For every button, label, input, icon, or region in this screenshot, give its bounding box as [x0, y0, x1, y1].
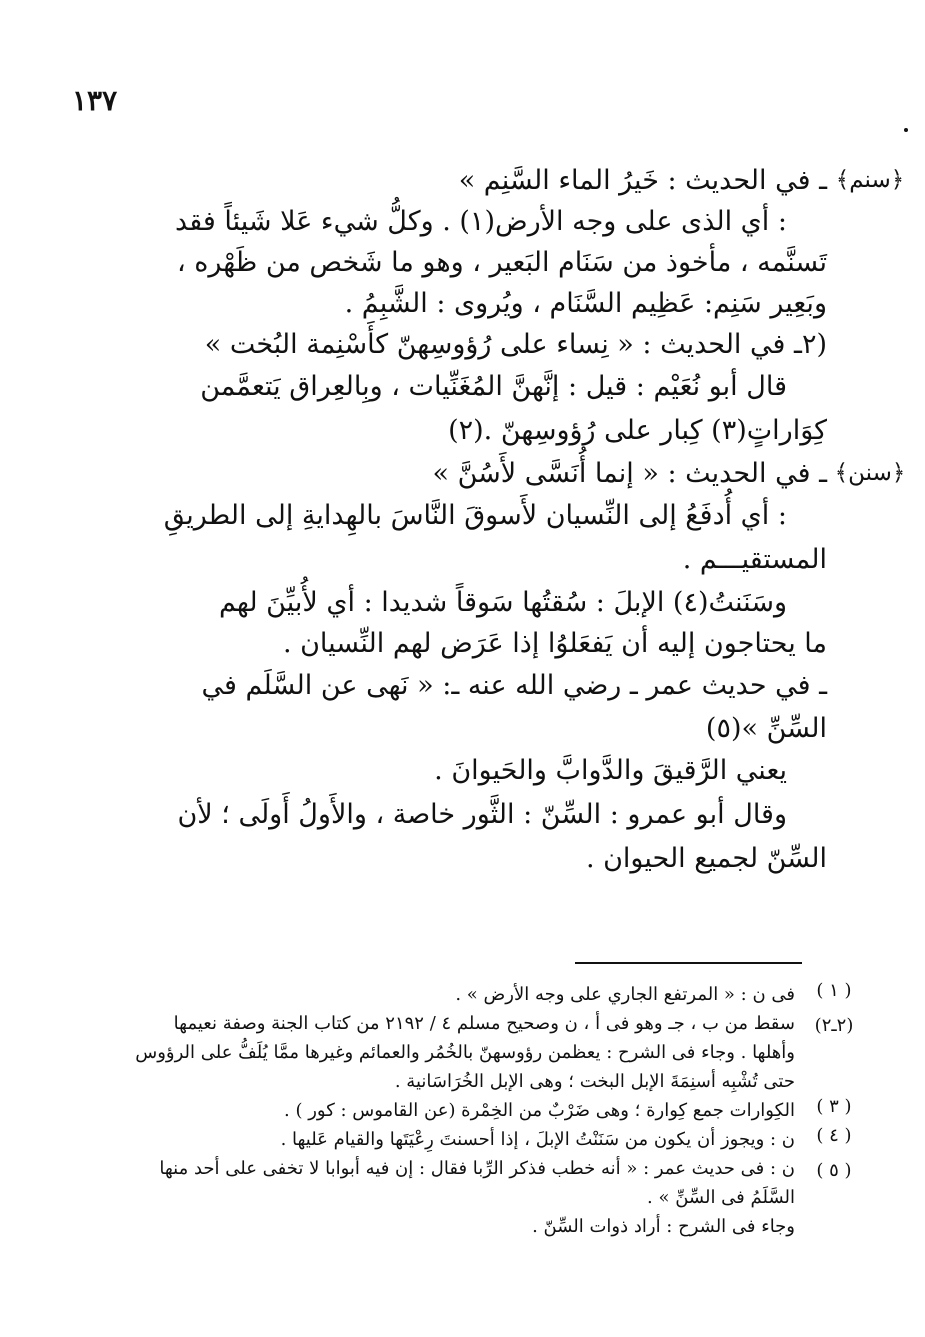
footnote-number: ( ٣ ) — [816, 1096, 852, 1117]
main-text — [66, 160, 906, 881]
entry-text: : أي الذى على وجه الأرض(١) . وكلُّ شيء عَلا شَيئاً فقد — [175, 206, 787, 237]
footnote — [52, 1154, 852, 1241]
entry-text: يعني الرَّقيقَ والدَّوابَّ والحَيوانَ . — [434, 755, 787, 786]
footnote-text: الكِوارات جمع كِوارة ؛ وهى ضَرْبٌ من الخِمْرة (عن القاموس : كور ) . — [284, 1100, 795, 1121]
entry-line — [66, 160, 905, 201]
footnote-text: حتى تُشْبِه أسنِمَةَ الإبل البخت ؛ وهى الإبل الخُرَاسَانية . — [394, 1071, 795, 1092]
entry-text: السِّنّ لجميع الحيوان . — [585, 843, 827, 874]
entry-line — [66, 453, 906, 494]
footnote-text: وجاء فى الشرح : أراد ذوات السِّنّ . — [532, 1216, 795, 1237]
margin-dot — [904, 128, 908, 132]
footnote-text: سقط من ب ، جـ وهو فى أ ، ن وصحيح مسلم ٤ / ٢١٩٢ من كتاب الجنة وصفة نعيمها — [173, 1013, 795, 1034]
entry-text: ـ في الحديث : خَيرُ الماء السَّنِم » — [458, 165, 827, 196]
entry-text: ـ في الحديث : « إنما أُنَسَّى لأَسُنَّ » — [432, 458, 827, 489]
footnote-text: السَّلَمُ فى السِّنِّ » . — [647, 1187, 795, 1208]
footnote-number: (٢ـ٢) — [814, 1015, 854, 1036]
footnote — [52, 1096, 852, 1125]
footnote — [52, 980, 852, 1009]
entry-text: وسَنَنتُ(٤) الإبلَ : سُقتُها سَوقاً شديدا : أي لأُبيِّنَ لهم — [218, 587, 787, 618]
footnote-separator — [575, 962, 802, 964]
footnote-text: فى ن : « المرتفع الجاري على وجه الأرض » . — [455, 984, 795, 1005]
entry-text: المستقيـــم . — [682, 544, 827, 575]
headword-sanan: ﴿سنن﴾ — [834, 460, 906, 486]
entry-text: وبَعِير سَنِم: عَظِيم السَّنَام ، ويُروى : الشَّبِمُ . — [344, 288, 827, 319]
footnote-text: وأهلها . وجاء فى الشرح : يعظمن رؤوسهنّ بالخُمُر والعمائم وغيرها ممَّا يُلَفُّ على الرؤوس — [135, 1042, 795, 1063]
entry-text: تَسنَّمه ، مأخوذ من سَنَام البَعير ، وهو ما شَخص من ظَهْره ، — [176, 247, 827, 278]
entry-text: ـ في حديث عمر ـ رضي الله عنه ـ: « نَهى عن السَّلَم في — [201, 670, 827, 701]
footnote-text: ن : ويجوز أن يكون من سَنَنْتُ الإبلَ ، إذا أحسنتَ رِعْيَتَها والقيام عَليها . — [280, 1129, 795, 1150]
page-number: ١٣٧ — [72, 84, 118, 117]
entry-text: : أي أُدفَعُ إلى النِّسيان لأَسوقَ النَّاسَ بالهِدايةِ إلى الطريقِ — [163, 500, 787, 531]
footnote-number: ( ١ ) — [816, 980, 852, 1001]
footnote — [52, 1009, 854, 1096]
entry-text: وقال أبو عمرو : السِّنّ : الثَّور خاصة ، والأَولُ أَولَى ؛ لأن — [177, 799, 787, 830]
footnotes — [52, 980, 854, 1241]
entry-text: ما يحتاجون إليه أن يَفعَلوُا إذا عَرَض لهم النِّسيان . — [282, 628, 827, 659]
footnote-number: ( ٥ ) — [816, 1160, 852, 1181]
entry-text: (٢ـ في الحديث : « نِساء على رُؤوسِهنّ كأَسْنِمة البُخت » — [204, 329, 827, 360]
headword-sanam: ﴿سنم﴾ — [835, 167, 905, 193]
entry-text: السِّنِّ »(٥) — [705, 713, 827, 744]
entry-text: قال أبو نُعَيْم : قيل : إنَّهنَّ المُغَنِّيات ، وبِالعِراق يَتعمَّمن — [200, 371, 787, 402]
entry-text: كِوَاراتٍ(٣) كِبار على رُؤوسِهنّ .(٢) — [448, 415, 827, 446]
footnote-number: ( ٤ ) — [816, 1125, 852, 1146]
footnote — [52, 1125, 852, 1154]
footnote-text: ن : فى حديث عمر : « أنه خطب فذكر الرِّبا فقال : إن فيه أبوابا لا تخفى على أحد منها — [159, 1158, 795, 1179]
